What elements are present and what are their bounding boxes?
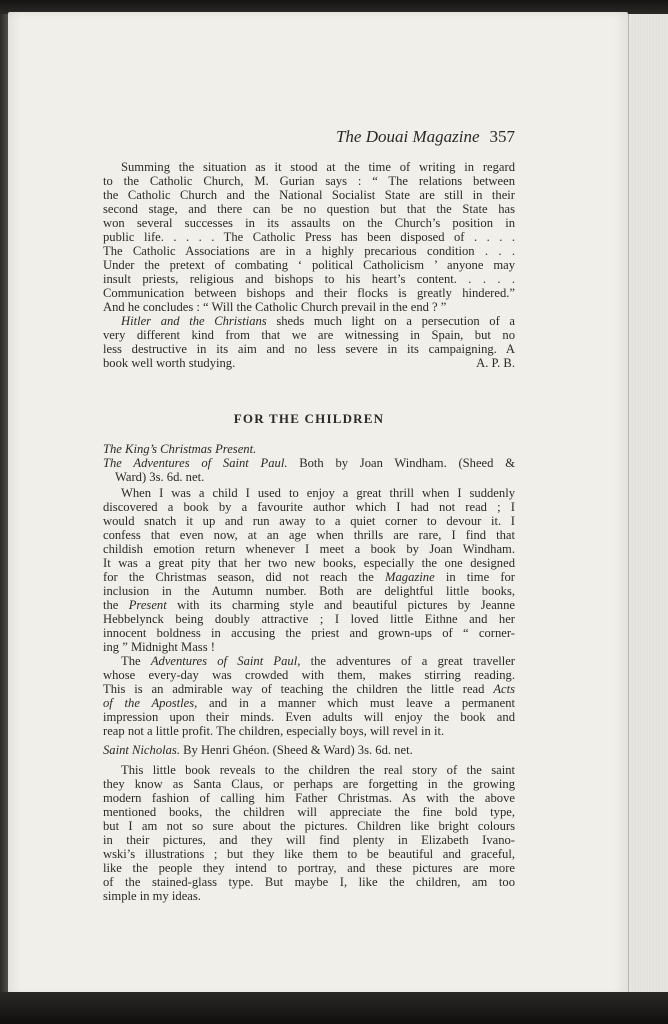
book-title-italic: of the Apostles (103, 696, 195, 710)
text-run: By Henri Ghéon. (Sheed & Ward) 3s. 6d. net. (179, 743, 413, 757)
text-run: , the adventures of a great traveller (297, 654, 515, 668)
text-line: impression upon their minds. Even adults will enjoy the book and (103, 710, 515, 724)
text-line (103, 570, 515, 584)
text-line: childish emotion return whenever I meet a book by Joan Windham. (103, 542, 515, 556)
magazine-italic: Magazine (384, 570, 435, 584)
text-line: of the stained-glass type. But maybe I, like the children, am too (103, 875, 515, 889)
text-line: less destructive in its aim and no less severe in its campaigning. A (103, 342, 515, 356)
journal-title: The Douai Magazine (335, 127, 480, 146)
text-line: Under the pretext of combating ‘ political Catholicism ’ anyone may (103, 258, 515, 272)
text-line: discovered a book by a favourite author which I had not read ; I (103, 500, 515, 514)
text-line: wski’s illustrations ; but they like them to be beautiful and graceful, (103, 847, 515, 861)
text-run: This is an admirable way of teaching the children the little read (103, 682, 494, 696)
text-line: insult priests, religious and bishops to his heart’s content. . . . . (103, 272, 515, 286)
text-line (103, 696, 515, 710)
text-line: public life. . . . . The Catholic Press has been disposed of . . . . (103, 230, 515, 244)
book-title-italic: The King’s Christmas Present. (103, 442, 257, 456)
text-line: innocent boldness in accusing the priest and grown-ups of “ corner- (103, 626, 515, 640)
text-line (103, 743, 515, 757)
text-line: Hebbelynck being doubly attractive ; I loved little Eithne and her (103, 612, 515, 626)
text-run: sheds much light on a persecution of a (266, 314, 515, 328)
text-line: Communication between bishops and their flocks is greatly hindered.” (103, 286, 515, 300)
text-line: they know as Santa Claus, or perhaps are forgetting in the growing (103, 777, 515, 791)
book-title-italic: Acts (493, 682, 515, 696)
text-line: book well worth studying. (103, 356, 236, 370)
text-line (103, 456, 515, 470)
text-line (121, 654, 515, 668)
section-heading: FOR THE CHILDREN (233, 411, 385, 426)
text-line: reap not a little profit. The children, especially boys, will revel in it. (103, 724, 445, 738)
text-line: And he concludes : “ Will the Catholic Church prevail in the end ? ” (103, 300, 447, 314)
book-title-italic: Present (128, 598, 167, 612)
text-line: When I was a child I used to enjoy a great thrill when I suddenly (121, 486, 515, 500)
text-line: It was a great pity that her two new books, especially the one designed (103, 556, 515, 570)
running-head (290, 127, 515, 147)
text-line: simple in my ideas. (103, 889, 201, 903)
book-title-italic: Saint Nicholas. (103, 743, 180, 757)
text-line: Summing the situation as it stood at the time of writing in regard (121, 160, 515, 174)
text-line: Ward) 3s. 6d. net. (115, 470, 205, 484)
text-line (103, 682, 515, 696)
text-line: in their pictures, and they will find plenty in Elizabeth Ivano- (103, 833, 515, 847)
text-line: ing ” Midnight Mass ! (103, 640, 215, 654)
text-line: the Catholic Church and the National Socialist State are still in their (103, 188, 515, 202)
book-title-italic: Hitler and the Christians (121, 314, 267, 328)
text-line (103, 598, 515, 612)
text-line: confess that even now, at an age when thrills are rare, I find that (103, 528, 515, 542)
text-line: like the people they intend to portray, and these pictures are more (103, 861, 515, 875)
text-run: with its charming style and beautiful pictures by Jeanne (166, 598, 515, 612)
reviewer-initials: A. P. B. (476, 356, 515, 370)
text-line: whose every-day was crowded with them, makes stirring reading. (103, 668, 515, 682)
text-line: very different kind from that we are witnessing in Spain, but no (103, 328, 515, 342)
text-run: for the Christmas season, did not reach the (103, 570, 385, 584)
scanner-background-bottom (0, 992, 668, 1024)
text-line: to the Catholic Church, M. Gurian says : “ The relations between (103, 174, 515, 188)
text-line: won several successes in its assaults on the Church’s position in (103, 216, 515, 230)
text-line: modern fashion of calling him Father Christmas. As with the above (103, 791, 515, 805)
text-run: Both by Joan Windham. (Sheed & (287, 456, 515, 470)
book-title-italic: Adventures of Saint Paul (150, 654, 298, 668)
page-stack-edges (628, 14, 668, 994)
text-line: mentioned books, the children will appreciate the fine bold type, (103, 805, 515, 819)
book-title-italic: The Adventures of Saint Paul. (103, 456, 288, 470)
text-line: but I am not so sure about the pictures. Children like bright colours (103, 819, 515, 833)
text-run: The (121, 654, 151, 668)
text-line: would snatch it up and run away to a quiet corner to devour it. I (103, 514, 515, 528)
text-line: This little book reveals to the children the real story of the saint (121, 763, 515, 777)
text-run: in time for (434, 570, 515, 584)
page-number: 357 (489, 127, 515, 146)
text-line: inclusion in the Autumn number. Both are delightful little books, (103, 584, 515, 598)
text-line: second stage, and there can be no question but that the State has (103, 202, 515, 216)
text-line (121, 314, 515, 328)
text-run: the (103, 598, 129, 612)
text-line: The Catholic Associations are in a highly precarious condition . . . (103, 244, 515, 258)
text-run: , and in a manner which must leave a permanent (194, 696, 515, 710)
